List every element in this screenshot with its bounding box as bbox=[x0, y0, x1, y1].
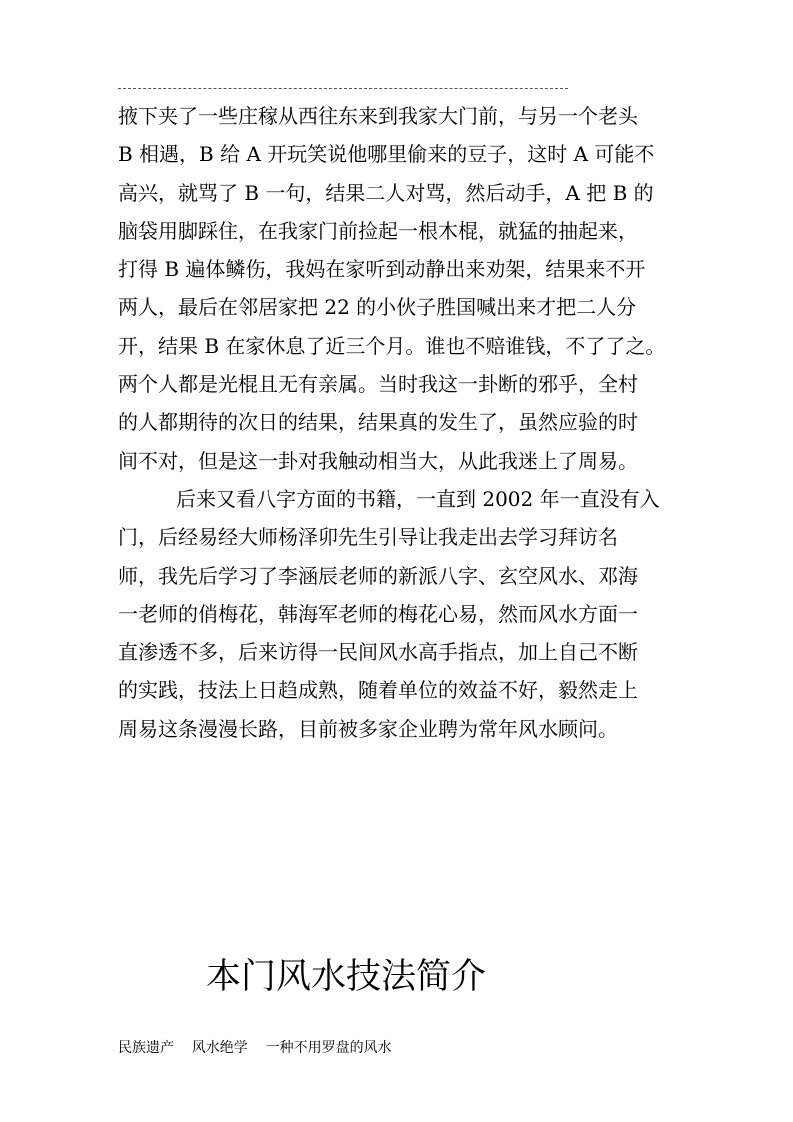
text-line: 高兴，就骂了 B 一句，结果二人对骂，然后动手，A 把 B 的 bbox=[118, 180, 654, 205]
paragraph-start-line: 后来又看八字方面的书籍，一直到 2002 年一直没有入 bbox=[176, 486, 660, 511]
text-line: 开，结果 B 在家休息了近三个月。谁也不赔谁钱，不了了之。 bbox=[118, 333, 666, 358]
text-line: 师，我先后学习了李涵辰老师的新派八字、玄空风水、邓海 bbox=[118, 563, 638, 588]
text-line: 两个人都是光棍且无有亲属。当时我这一卦断的邪乎，全村 bbox=[118, 372, 638, 397]
text-line: 一老师的俏梅花，韩海军老师的梅花心易，然而风水方面一 bbox=[118, 601, 638, 626]
text-line: 的人都期待的次日的结果，结果真的发生了，虽然应验的时 bbox=[118, 410, 638, 435]
text-line: 两人，最后在邻居家把 22 的小伙子胜国喊出来才把二人分 bbox=[118, 295, 637, 320]
text-line: 掖下夹了一些庄稼从西往东来到我家大门前，与另一个老头 bbox=[118, 104, 638, 128]
text-line: 间不对，但是这一卦对我触动相当大，从此我迷上了周易。 bbox=[118, 448, 638, 473]
body-text bbox=[118, 97, 678, 748]
text-line: 脑袋用脚踩住，在我家门前捡起一根木棍，就猛的抽起来， bbox=[118, 218, 638, 243]
text-line: 周易这条漫漫长路，目前被多家企业聘为常年风水顾问。 bbox=[118, 716, 618, 741]
text-line: 打得 B 遍体鳞伤，我妈在家听到动静出来劝架，结果来不开 bbox=[118, 257, 646, 282]
footer-tagline: 民族遗产 风水绝学 一种不用罗盘的风水 bbox=[118, 1040, 392, 1056]
header-dashed-rule bbox=[118, 88, 568, 89]
text-line: 门，后经易经大师杨泽卯先生引导让我走出去学习拜访名 bbox=[118, 525, 618, 550]
text-line: B 相遇，B 给 A 开玩笑说他哪里偷来的豆子，这时 A 可能不 bbox=[118, 142, 655, 167]
text-line: 直渗透不多，后来访得一民间风水高手指点，加上自己不断 bbox=[118, 640, 638, 665]
text-line: 的实践，技法上日趋成熟，随着单位的效益不好，毅然走上 bbox=[118, 678, 638, 703]
section-title: 本门风水技法简介 bbox=[206, 957, 487, 997]
